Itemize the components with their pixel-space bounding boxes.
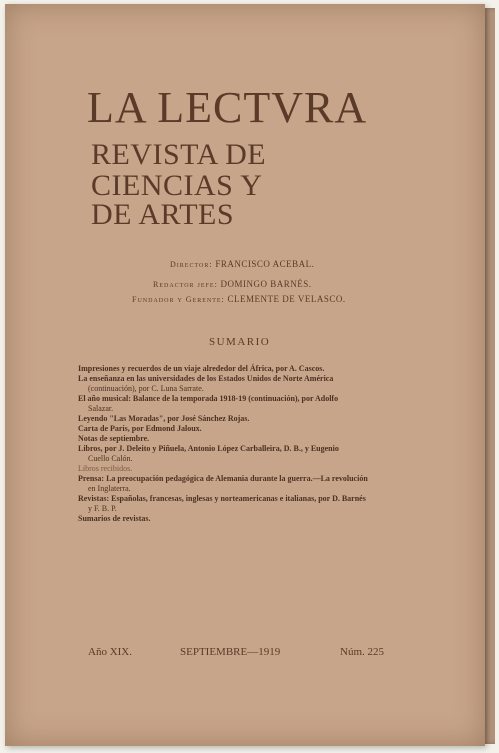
credit-editor-in-chief bbox=[153, 279, 312, 289]
contents-entry: Sumarios de revistas. bbox=[78, 514, 151, 523]
masthead-title: LA LECTVRA bbox=[87, 83, 368, 132]
contents-entry: Libros recibidos. bbox=[78, 464, 133, 473]
sumario-heading: SUMARIO bbox=[209, 336, 271, 348]
masthead-subtitle-line-3: DE ARTES bbox=[91, 198, 235, 231]
footer-issue-date: SEPTIEMBRE—1919 bbox=[180, 646, 281, 658]
credit-name: FRANCISCO ACEBAL. bbox=[215, 259, 315, 269]
credit-name: DOMINGO BARNÉS. bbox=[220, 279, 312, 289]
masthead-subtitle-line-1: REVISTA DE bbox=[91, 138, 267, 171]
credit-role: Director: bbox=[170, 260, 213, 269]
contents-entry: Carta de París, por Edmond Jaloux. bbox=[78, 424, 202, 433]
contents-entry: Leyendo "Las Moradas", por José Sánchez Rojas. bbox=[78, 414, 250, 423]
masthead-subtitle-line-2: CIENCIAS Y bbox=[91, 169, 263, 202]
contents-entry: Revistas: Españolas, francesas, inglesas y norteamericanas e italianas, por D. Barnés bbox=[78, 494, 366, 503]
credit-name: CLEMENTE DE VELASCO. bbox=[227, 294, 346, 304]
contents-entry: Impresiones y recuerdos de un viaje alrededor del África, por A. Cascos. bbox=[78, 364, 325, 373]
table-of-contents bbox=[78, 364, 418, 524]
magazine-cover bbox=[5, 4, 485, 746]
contents-entry: Salazar. bbox=[88, 404, 114, 413]
contents-entry: La enseñanza en las universidades de los Estados Unidos de Norte América bbox=[78, 374, 334, 383]
contents-entry: (continuación), por C. Luna Sarrate. bbox=[88, 384, 204, 393]
contents-entry: Notas de septiembre. bbox=[78, 434, 150, 443]
contents-entry: en Inglaterra. bbox=[88, 484, 131, 493]
credit-director bbox=[170, 259, 314, 269]
footer-year-volume: Año XIX. bbox=[88, 646, 132, 658]
contents-entry: Libros, por J. Deleito y Piñuela, Antonio López Carballeira, D. B., y Eugenio bbox=[78, 444, 339, 453]
credit-role: Fundador y Gerente: bbox=[132, 295, 225, 304]
footer-issue-number: Núm. 225 bbox=[340, 646, 384, 658]
contents-entry: Cuello Calón. bbox=[88, 454, 133, 463]
credit-founder-manager bbox=[132, 294, 346, 304]
credit-role: Redactor jefe: bbox=[153, 280, 218, 289]
contents-entry: y F. B. P. bbox=[88, 504, 117, 513]
contents-entry: Prensa: La preocupación pedagógica de Alemania durante la guerra.—La revolución bbox=[78, 474, 368, 483]
contents-entry: El año musical: Balance de la temporada 1918-19 (continuación), por Adolfo bbox=[78, 394, 339, 403]
